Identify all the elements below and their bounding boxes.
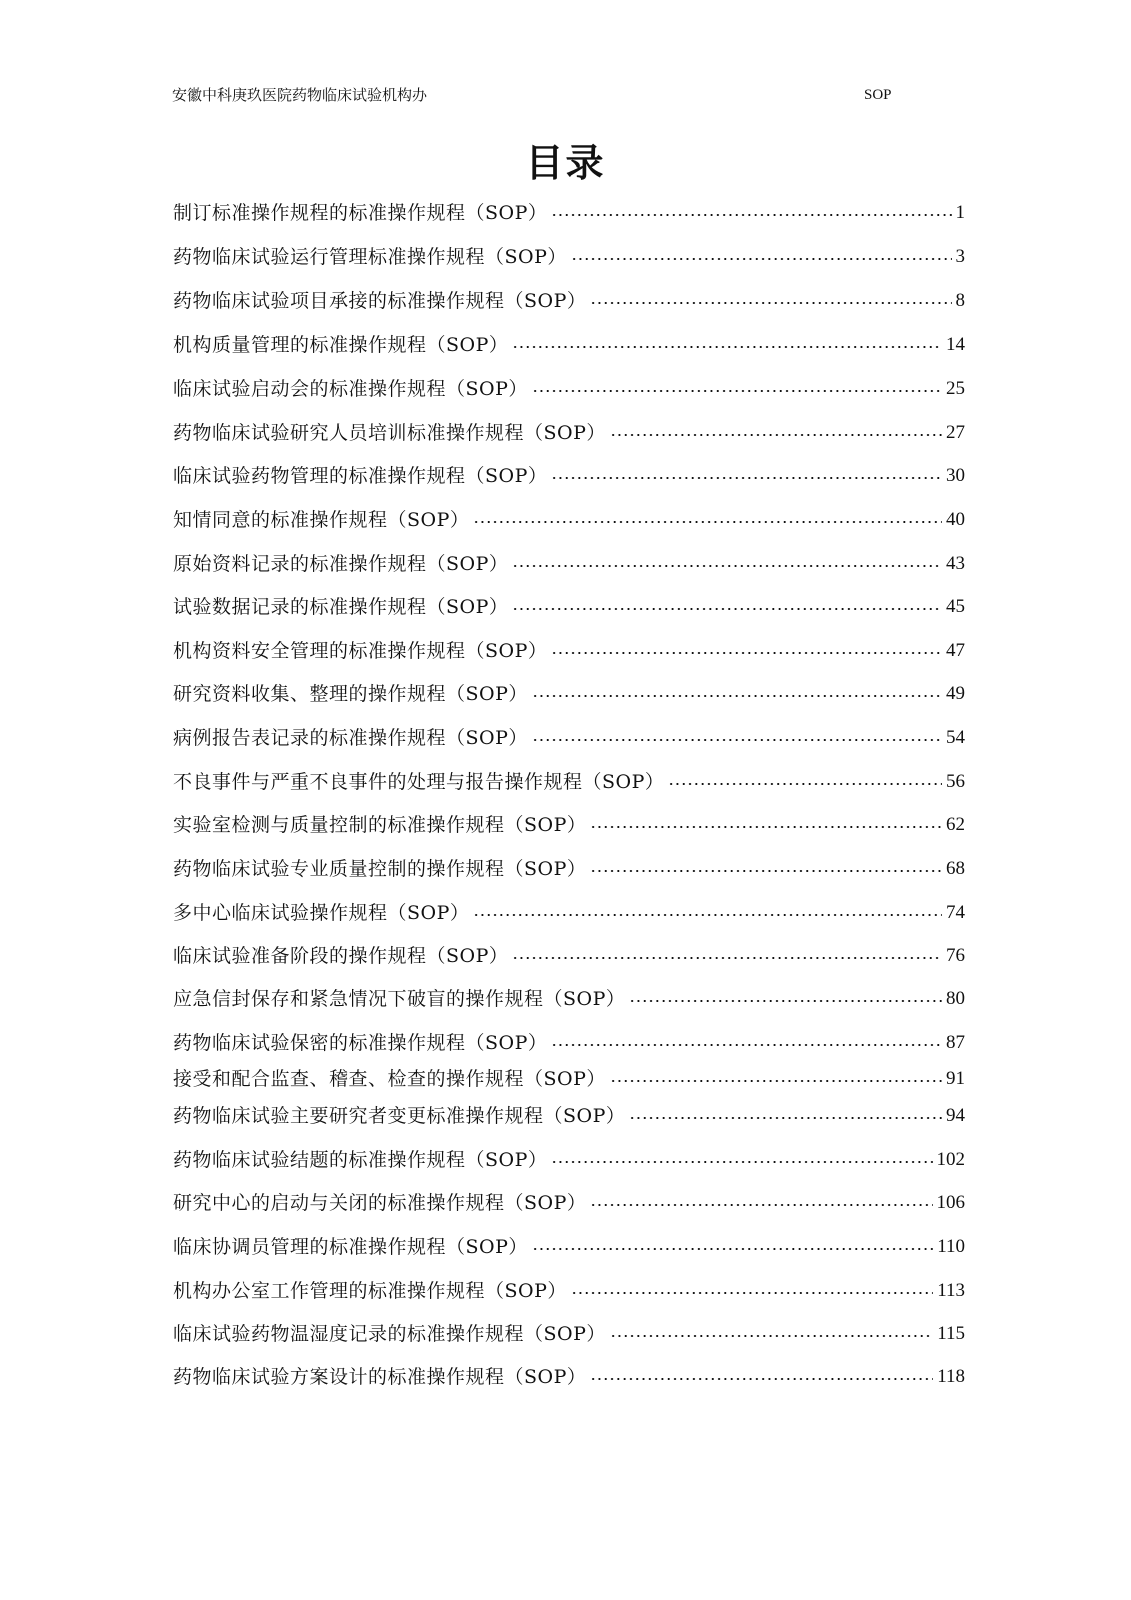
toc-entry[interactable] — [173, 854, 965, 884]
toc-entry-page: 68 — [946, 858, 965, 879]
toc-entry-title: 原始资料记录的标准操作规程（SOP） — [173, 553, 509, 575]
toc-entry-title: 药物临床试验方案设计的标准操作规程（SOP） — [173, 1366, 587, 1388]
toc-entry-title: 药物临床试验研究人员培训标准操作规程（SOP） — [173, 422, 606, 444]
toc-entry-page: 102 — [936, 1149, 965, 1170]
toc-entry-page: 25 — [946, 378, 965, 399]
toc-entry-page: 106 — [936, 1192, 965, 1213]
toc-entry[interactable] — [173, 1232, 965, 1262]
toc-entry-title: 知情同意的标准操作规程（SOP） — [173, 509, 470, 531]
toc-entry-page: 113 — [937, 1280, 965, 1301]
toc-entry-page: 54 — [946, 727, 965, 748]
toc-entry[interactable] — [173, 418, 965, 448]
toc-dot-leader — [512, 346, 942, 348]
toc-dot-leader — [629, 1000, 942, 1002]
toc-dot-leader — [610, 1335, 933, 1337]
toc-dot-leader — [551, 1044, 942, 1046]
toc-entry[interactable] — [173, 330, 965, 360]
toc-entry-page: 115 — [937, 1323, 965, 1344]
toc-entry-page: 80 — [946, 988, 965, 1009]
toc-dot-leader — [473, 914, 942, 916]
toc-dot-leader — [571, 258, 952, 260]
toc-entry-title: 制订标准操作规程的标准操作规程（SOP） — [173, 202, 548, 224]
toc-entry-page: 27 — [946, 422, 965, 443]
toc-dot-leader — [590, 1204, 932, 1206]
toc-entry-page: 94 — [946, 1105, 965, 1126]
toc-entry[interactable] — [173, 1028, 965, 1058]
toc-dot-leader — [668, 783, 942, 785]
toc-entry-title: 实验室检测与质量控制的标准操作规程（SOP） — [173, 814, 587, 836]
page-header — [172, 84, 892, 106]
toc-entry-page: 91 — [946, 1068, 965, 1089]
toc-entry-title: 应急信封保存和紧急情况下破盲的操作规程（SOP） — [173, 988, 626, 1010]
toc-entry[interactable] — [173, 898, 965, 928]
toc-entry-page: 56 — [946, 771, 965, 792]
toc-entry-page: 76 — [946, 945, 965, 966]
toc-entry[interactable] — [173, 810, 965, 840]
toc-entry-title: 机构资料安全管理的标准操作规程（SOP） — [173, 640, 548, 662]
toc-entry-page: 118 — [937, 1366, 965, 1387]
header-doc-type: SOP — [864, 87, 892, 103]
toc-dot-leader — [512, 957, 942, 959]
toc-entry[interactable] — [173, 1188, 965, 1218]
toc-entry[interactable] — [173, 1319, 965, 1349]
toc-entry-title: 药物临床试验专业质量控制的操作规程（SOP） — [173, 858, 587, 880]
toc-entry[interactable] — [173, 242, 965, 272]
toc-dot-leader — [473, 521, 942, 523]
toc-entry-page: 74 — [946, 902, 965, 923]
toc-dot-leader — [551, 477, 942, 479]
toc-entry-page: 43 — [946, 553, 965, 574]
toc-dot-leader — [532, 390, 942, 392]
toc-dot-leader — [610, 1080, 942, 1082]
toc-entry-title: 临床试验药物管理的标准操作规程（SOP） — [173, 465, 548, 487]
toc-entry[interactable] — [173, 505, 965, 535]
toc-entry-title: 药物临床试验结题的标准操作规程（SOP） — [173, 1149, 548, 1171]
toc-entry[interactable] — [173, 636, 965, 666]
toc-entry[interactable] — [173, 1276, 965, 1306]
toc-entry-title: 不良事件与严重不良事件的处理与报告操作规程（SOP） — [173, 771, 665, 793]
toc-entry[interactable] — [173, 374, 965, 404]
toc-entry-page: 14 — [946, 334, 965, 355]
toc-entry[interactable] — [173, 1145, 965, 1175]
toc-entry-title: 试验数据记录的标准操作规程（SOP） — [173, 596, 509, 618]
toc-entry[interactable] — [173, 723, 965, 753]
toc-dot-leader — [512, 565, 942, 567]
toc-entry-page: 30 — [946, 465, 965, 486]
toc-dot-leader — [512, 608, 942, 610]
toc-entry[interactable] — [173, 1101, 965, 1131]
toc-entry-title: 研究中心的启动与关闭的标准操作规程（SOP） — [173, 1192, 587, 1214]
toc-entry-page: 110 — [937, 1236, 965, 1257]
toc-dot-leader — [590, 826, 942, 828]
toc-entry-title: 药物临床试验保密的标准操作规程（SOP） — [173, 1032, 548, 1054]
toc-dot-leader — [571, 1292, 933, 1294]
toc-entry[interactable] — [173, 461, 965, 491]
toc-entry-title: 病例报告表记录的标准操作规程（SOP） — [173, 727, 528, 749]
toc-entry-page: 45 — [946, 596, 965, 617]
toc-dot-leader — [532, 739, 942, 741]
toc-entry-title: 药物临床试验运行管理标准操作规程（SOP） — [173, 246, 567, 268]
toc-dot-leader — [590, 870, 942, 872]
header-institution: 安徽中科庚玖医院药物临床试验机构办 — [172, 86, 428, 104]
toc-entry[interactable] — [173, 286, 965, 316]
toc-entry-page: 1 — [955, 202, 965, 223]
toc-entry[interactable] — [173, 1064, 965, 1094]
toc-entry-page: 40 — [946, 509, 965, 530]
toc-entry[interactable] — [173, 592, 965, 622]
toc-entry[interactable] — [173, 679, 965, 709]
toc-entry-title: 药物临床试验主要研究者变更标准操作规程（SOP） — [173, 1105, 626, 1127]
toc-entry-title: 临床试验启动会的标准操作规程（SOP） — [173, 378, 528, 400]
toc-entry-page: 62 — [946, 814, 965, 835]
page-title: 目录 — [525, 141, 606, 185]
toc-entry-title: 研究资料收集、整理的操作规程（SOP） — [173, 683, 528, 705]
toc-entry-page: 8 — [955, 290, 965, 311]
toc-dot-leader — [590, 302, 951, 304]
toc-entry[interactable] — [173, 549, 965, 579]
toc-dot-leader — [629, 1117, 942, 1119]
toc-entry-title: 接受和配合监查、稽查、检查的操作规程（SOP） — [173, 1068, 606, 1090]
toc-entry[interactable] — [173, 1362, 965, 1392]
toc-entry[interactable] — [173, 767, 965, 797]
toc-entry-title: 机构质量管理的标准操作规程（SOP） — [173, 334, 509, 356]
toc-entry-page: 3 — [955, 246, 965, 267]
toc-entry-title: 临床协调员管理的标准操作规程（SOP） — [173, 1236, 528, 1258]
toc-dot-leader — [532, 1248, 933, 1250]
toc-entry-title: 临床试验准备阶段的操作规程（SOP） — [173, 945, 509, 967]
toc-entry-title: 多中心临床试验操作规程（SOP） — [173, 902, 470, 924]
toc-dot-leader — [532, 695, 942, 697]
toc-dot-leader — [590, 1378, 933, 1380]
toc-entry[interactable] — [173, 984, 965, 1014]
toc-dot-leader — [551, 214, 951, 216]
toc-dot-leader — [610, 434, 942, 436]
toc-entry[interactable] — [173, 941, 965, 971]
toc-entry-page: 49 — [946, 683, 965, 704]
toc-entry[interactable] — [173, 198, 965, 228]
toc-entry-title: 临床试验药物温湿度记录的标准操作规程（SOP） — [173, 1323, 606, 1345]
toc-dot-leader — [551, 1161, 932, 1163]
toc-entry-title: 机构办公室工作管理的标准操作规程（SOP） — [173, 1280, 567, 1302]
toc-dot-leader — [551, 652, 942, 654]
toc-entry-page: 47 — [946, 640, 965, 661]
toc-entry-page: 87 — [946, 1032, 965, 1053]
toc-entry-title: 药物临床试验项目承接的标准操作规程（SOP） — [173, 290, 587, 312]
